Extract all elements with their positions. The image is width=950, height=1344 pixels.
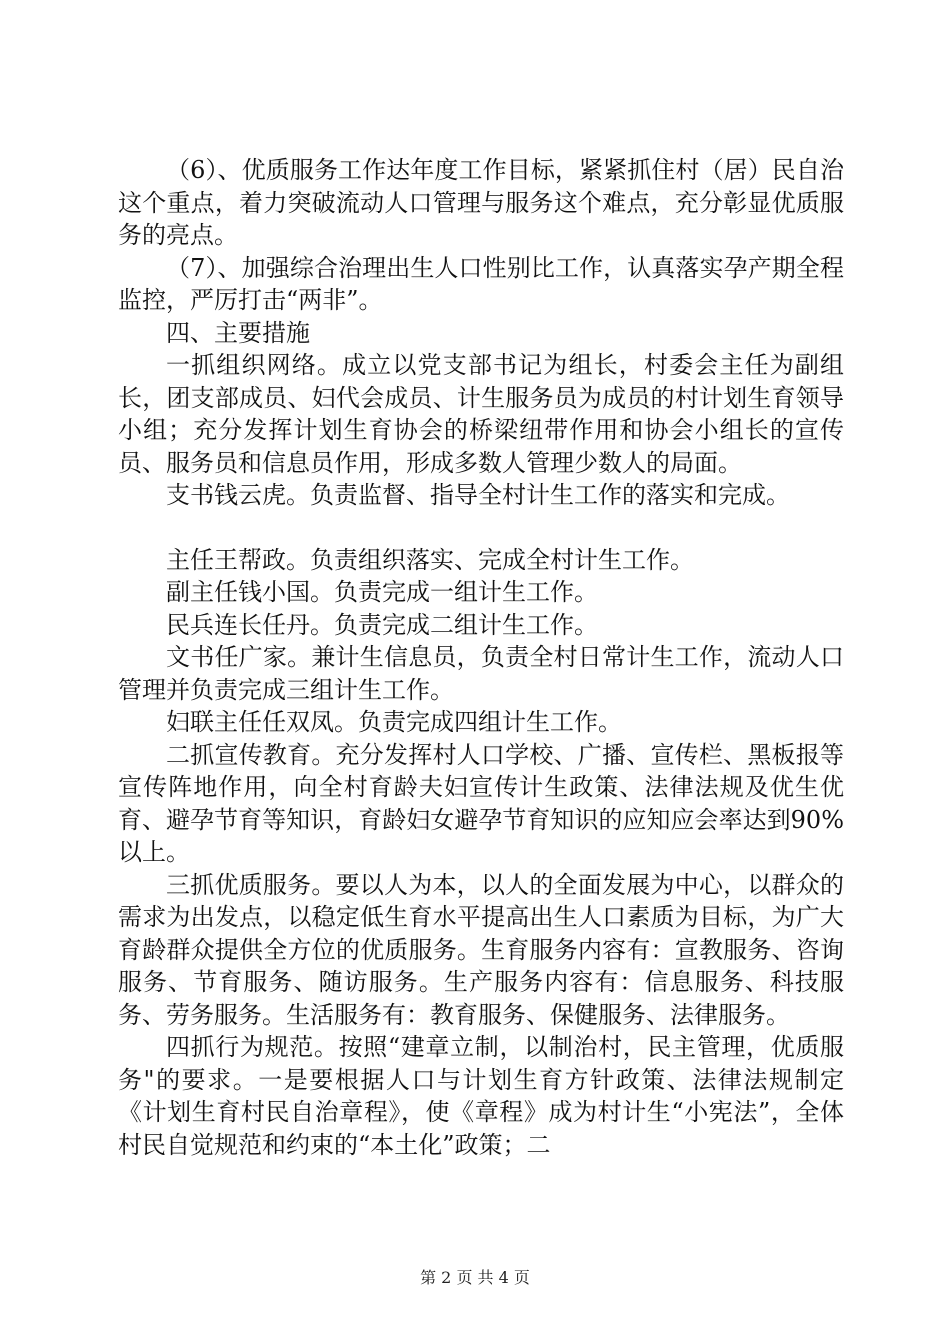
paragraph-organization-network: 一抓组织网络。成立以党支部书记为组长，村委会主任为副组长，团支部成员、妇代会成员、计生服务员为成员的村计划生育领导小组；充分发挥计划生育协会的桥梁纽带作用和协会小组长的宣传员、服务员和信息员作用，形成多数人管理少数人的局面。 bbox=[118, 351, 844, 477]
paragraph-director: 主任王帮政。负责组织落实、完成全村计生工作。 bbox=[166, 545, 694, 574]
page-number-footer: 第 2 页 共 4 页 bbox=[420, 1268, 530, 1287]
paragraph-branch-secretary: 支书钱云虎。负责监督、指导全村计生工作的落实和完成。 bbox=[166, 481, 790, 509]
paragraph-womens-federation: 妇联主任任双凤。负责完成四组计生工作。 bbox=[166, 708, 622, 736]
paragraph-militia-captain: 民兵连长任丹。负责完成二组计生工作。 bbox=[166, 610, 598, 639]
paragraph-clerk: 文书任广家。兼计生信息员，负责全村日常计生工作，流动人口管理并负责完成三组计生工作。 bbox=[118, 643, 844, 704]
paragraph-behavior-norms: 四抓行为规范。按照“建章立制，以制治村，民主管理，优质服务"的要求。一是要根据人口与计划生育方针政策、法律法规制定《计划生育村民自治章程》，使《章程》成为村计生“小宪法”，全体村民自觉规范和约束的“本土化”政策；二 bbox=[118, 1033, 844, 1159]
paragraph-deputy-director: 副主任钱小国。负责完成一组计生工作。 bbox=[166, 578, 598, 606]
paragraph-publicity-education: 二抓宣传教育。充分发挥村人口学校、广播、宣传栏、黑板报等宣传阵地作用，向全村育龄夫妇宣传计生政策、法律法规及优生优育、避孕节育等知识，育龄妇女避孕节育知识的应知应会率达到90%以上。 bbox=[118, 740, 844, 866]
section-heading-main-measures: 四、主要措施 bbox=[166, 318, 310, 347]
paragraph-quality-service: 三抓优质服务。要以人为本，以人的全面发展为中心，以群众的需求为出发点，以稳定低生育水平提高出生人口素质为目标，为广大育龄群众提供全方位的优质服务。生育服务内容有：宣教服务、咨询服务、节育服务、随访服务。生产服务内容有：信息服务、科技服务、劳务服务。生活服务有：教育服务、保健服务、法律服务。 bbox=[118, 870, 844, 1029]
paragraph-service-goal: （6）、优质服务工作达年度工作目标，紧紧抓住村（居）民自治这个重点，着力突破流动人口管理与服务这个难点，充分彰显优质服务的亮点。 bbox=[118, 156, 844, 249]
paragraph-sex-ratio: （7）、加强综合治理出生人口性别比工作，认真落实孕产期全程监控，严厉打击“两非”。 bbox=[118, 253, 844, 314]
document-body bbox=[118, 154, 844, 1161]
